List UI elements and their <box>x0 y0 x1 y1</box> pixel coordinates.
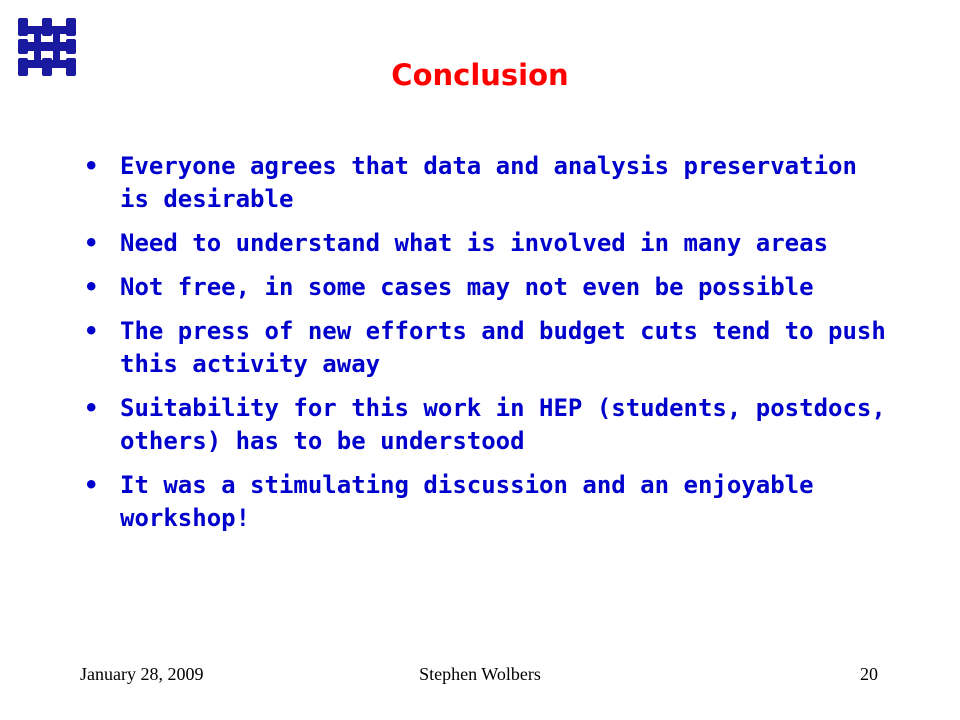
footer-date: January 28, 2009 <box>80 664 204 684</box>
bullet-text: It was a stimulating discussion and an enjoyable workshop! <box>120 471 814 532</box>
bullet-list <box>80 150 900 546</box>
bullet-text: Suitability for this work in HEP (students, postdocs, others) has to be understood <box>120 394 886 455</box>
bullet-text: The press of new efforts and budget cuts tend to push this activity away <box>120 317 886 378</box>
bullet-marker: • <box>84 471 99 499</box>
bullet-marker: • <box>84 229 99 257</box>
bullet-text: Not free, in some cases may not even be possible <box>120 273 814 301</box>
bullet-item <box>80 227 900 260</box>
bullet-text: Everyone agrees that data and analysis preservation is desirable <box>120 152 857 213</box>
bullet-item <box>80 315 900 381</box>
bullet-marker: • <box>84 394 99 422</box>
bullet-item <box>80 271 900 304</box>
footer-author: Stephen Wolbers <box>419 664 541 684</box>
bullet-marker: • <box>84 317 99 345</box>
slide-title: Conclusion <box>391 58 569 92</box>
bullet-marker: • <box>84 273 99 301</box>
bullet-item <box>80 469 900 535</box>
page-number: 20 <box>860 664 878 684</box>
bullet-text: Need to understand what is involved in many areas <box>120 229 829 257</box>
bullet-marker: • <box>84 152 99 180</box>
bullet-item <box>80 392 900 458</box>
bullet-item <box>80 150 900 216</box>
